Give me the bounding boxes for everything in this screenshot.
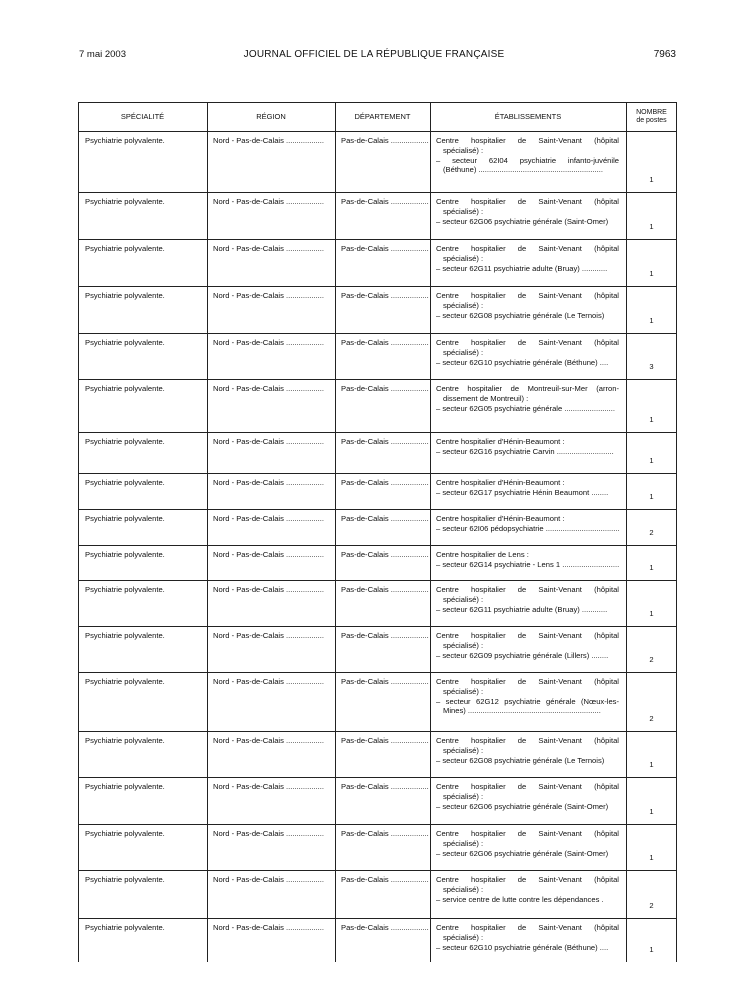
region-cell: Nord - Pas-de-Calais .................. — [213, 291, 324, 300]
region-cell: Nord - Pas-de-Calais .................. — [213, 437, 324, 446]
specialite-cell: Psychiatrie polyvalente. — [85, 550, 165, 559]
column-header-specialite: SPÉCIALITÉ — [120, 111, 165, 121]
etablissement-cell — [436, 782, 619, 811]
etablissement-line: – secteur 62G06 psychiatrie générale (Saint-Omer) — [436, 216, 609, 226]
etablissement-cell — [436, 829, 619, 858]
nombre-cell: 1 — [649, 609, 654, 619]
departement-cell: Pas-de-Calais .................. — [341, 923, 429, 932]
specialite-cell: Psychiatrie polyvalente. — [85, 478, 165, 487]
specialite-cell: Psychiatrie polyvalente. — [85, 514, 165, 523]
specialite-cell: Psychiatrie polyvalente. — [85, 136, 165, 145]
departement-cell: Pas-de-Calais .................. — [341, 338, 429, 347]
etablissement-line: spécialisé) : — [443, 686, 484, 696]
column-header-nombre: NOMBRE de postes — [636, 108, 667, 124]
etablissement-line: – secteur 62G17 psychiatrie Hénin Beaumont ........ — [436, 487, 609, 497]
table-row — [78, 192, 677, 239]
etablissement-line: Centre hospitalier de Saint-Venant (hôpital — [436, 585, 619, 594]
departement-cell: Pas-de-Calais .................. — [341, 677, 429, 686]
nombre-cell: 1 — [649, 807, 654, 817]
region-cell: Nord - Pas-de-Calais .................. — [213, 384, 324, 393]
specialite-cell: Psychiatrie polyvalente. — [85, 829, 165, 838]
etablissement-cell — [436, 736, 619, 765]
etablissement-line: spécialisé) : — [443, 347, 484, 357]
etablissement-line: spécialisé) : — [443, 932, 484, 942]
table-row — [78, 777, 677, 824]
departement-cell: Pas-de-Calais .................. — [341, 197, 429, 206]
table-row — [78, 432, 677, 473]
specialite-cell: Psychiatrie polyvalente. — [85, 631, 165, 640]
etablissement-cell — [436, 437, 619, 457]
etablissement-line: Centre hospitalier de Montreuil-sur-Mer (arron- — [436, 384, 619, 393]
etablissement-line: – secteur 62G06 psychiatrie générale (Saint-Omer) — [436, 848, 609, 858]
departement-cell: Pas-de-Calais .................. — [341, 782, 429, 791]
specialite-cell: Psychiatrie polyvalente. — [85, 437, 165, 446]
etablissement-line: – secteur 62G12 psychiatrie générale (Nœux-les- — [436, 696, 619, 706]
etablissement-line: – secteur 62G16 psychiatrie Carvin ........................... — [436, 446, 614, 456]
nombre-cell: 1 — [649, 456, 654, 466]
departement-cell: Pas-de-Calais .................. — [341, 550, 429, 559]
table-row — [78, 824, 677, 870]
postes-table — [78, 102, 677, 962]
departement-cell: Pas-de-Calais .................. — [341, 384, 429, 393]
etablissement-line: – secteur 62G11 psychiatrie adulte (Bruay) ............ — [436, 263, 608, 273]
departement-cell: Pas-de-Calais .................. — [341, 514, 429, 523]
region-cell: Nord - Pas-de-Calais .................. — [213, 550, 324, 559]
etablissement-line: – secteur 62I06 pédopsychiatrie ................................... — [436, 523, 620, 533]
nombre-cell: 3 — [649, 362, 654, 372]
etablissement-cell — [436, 677, 619, 716]
specialite-cell: Psychiatrie polyvalente. — [85, 782, 165, 791]
region-cell: Nord - Pas-de-Calais .................. — [213, 585, 324, 594]
nombre-cell: 1 — [649, 760, 654, 770]
specialite-cell: Psychiatrie polyvalente. — [85, 736, 165, 745]
header-page-number: 7963 — [653, 49, 676, 60]
etablissement-cell — [436, 514, 619, 534]
specialite-cell: Psychiatrie polyvalente. — [85, 244, 165, 253]
nombre-cell: 1 — [649, 853, 654, 863]
departement-cell: Pas-de-Calais .................. — [341, 478, 429, 487]
etablissement-line: spécialisé) : — [443, 253, 484, 263]
region-cell: Nord - Pas-de-Calais .................. — [213, 875, 324, 884]
region-cell: Nord - Pas-de-Calais .................. — [213, 677, 324, 686]
table-row — [78, 672, 677, 731]
nombre-cell: 1 — [649, 175, 654, 185]
etablissement-line: – secteur 62G05 psychiatrie générale ........................ — [436, 403, 615, 413]
etablissement-line: (Béthune) ........................................................... — [443, 165, 603, 175]
table-row — [78, 918, 677, 962]
etablissement-cell — [436, 585, 619, 614]
nombre-cell: 1 — [649, 415, 654, 425]
specialite-cell: Psychiatrie polyvalente. — [85, 338, 165, 347]
departement-cell: Pas-de-Calais .................. — [341, 437, 429, 446]
departement-cell: Pas-de-Calais .................. — [341, 244, 429, 253]
etablissement-line: Centre hospitalier de Saint-Venant (hôpital — [436, 782, 619, 791]
nombre-cell: 1 — [649, 269, 654, 279]
etablissement-line: dissement de Montreuil) : — [443, 393, 529, 403]
column-header-etablissements: ÉTABLISSEMENTS — [494, 111, 562, 121]
etablissement-line: spécialisé) : — [443, 745, 484, 755]
etablissement-line: spécialisé) : — [443, 594, 484, 604]
region-cell: Nord - Pas-de-Calais .................. — [213, 923, 324, 932]
etablissement-line: Centre hospitalier d'Hénin-Beaumont : — [436, 478, 565, 487]
departement-cell: Pas-de-Calais .................. — [341, 136, 429, 145]
etablissement-line: Mines) ............................................................... — [443, 706, 601, 716]
etablissement-line: – secteur 62G11 psychiatrie adulte (Bruay) ............ — [436, 604, 608, 614]
departement-cell: Pas-de-Calais .................. — [341, 736, 429, 745]
etablissement-line: – secteur 62G08 psychiatrie générale (Le Ternois) — [436, 755, 605, 765]
etablissement-line: Centre hospitalier d'Hénin-Beaumont : — [436, 514, 565, 523]
etablissement-cell — [436, 923, 619, 952]
table-rule — [78, 102, 677, 103]
region-cell: Nord - Pas-de-Calais .................. — [213, 782, 324, 791]
nombre-cell: 1 — [649, 492, 654, 502]
region-cell: Nord - Pas-de-Calais .................. — [213, 736, 324, 745]
etablissement-line: – secteur 62G10 psychiatrie générale (Béthune) .... — [436, 942, 609, 952]
nombre-cell: 2 — [649, 528, 654, 538]
etablissement-line: spécialisé) : — [443, 206, 484, 216]
region-cell: Nord - Pas-de-Calais .................. — [213, 338, 324, 347]
region-cell: Nord - Pas-de-Calais .................. — [213, 197, 324, 206]
etablissement-cell — [436, 631, 619, 660]
column-header-region: RÉGION — [256, 111, 286, 121]
etablissement-line: – secteur 62G08 psychiatrie générale (Le Ternois) — [436, 310, 605, 320]
etablissement-line: Centre hospitalier de Saint-Venant (hôpital — [436, 631, 619, 640]
etablissement-line: Centre hospitalier de Saint-Venant (hôpital — [436, 136, 619, 145]
departement-cell: Pas-de-Calais .................. — [341, 291, 429, 300]
etablissement-cell — [436, 338, 619, 367]
header-date: 7 mai 2003 — [79, 49, 127, 60]
region-cell: Nord - Pas-de-Calais .................. — [213, 829, 324, 838]
nombre-cell: 1 — [649, 316, 654, 326]
etablissement-cell — [436, 550, 619, 570]
table-row — [78, 870, 677, 918]
specialite-cell: Psychiatrie polyvalente. — [85, 197, 165, 206]
etablissement-line: Centre hospitalier de Saint-Venant (hôpital — [436, 197, 619, 206]
specialite-cell: Psychiatrie polyvalente. — [85, 291, 165, 300]
nombre-cell: 1 — [649, 222, 654, 232]
etablissement-line: spécialisé) : — [443, 300, 484, 310]
etablissement-line: Centre hospitalier de Saint-Venant (hôpital — [436, 244, 619, 253]
table-row — [78, 379, 677, 432]
table-row — [78, 286, 677, 333]
region-cell: Nord - Pas-de-Calais .................. — [213, 136, 324, 145]
etablissement-line: Centre hospitalier de Saint-Venant (hôpital — [436, 829, 619, 838]
header-journal-title: JOURNAL OFFICIEL DE LA RÉPUBLIQUE FRANÇAISE — [243, 49, 505, 60]
table-row — [78, 545, 677, 580]
etablissement-cell — [436, 384, 619, 413]
region-cell: Nord - Pas-de-Calais .................. — [213, 244, 324, 253]
specialite-cell: Psychiatrie polyvalente. — [85, 384, 165, 393]
etablissement-cell — [436, 875, 619, 904]
etablissement-cell — [436, 197, 619, 226]
nombre-cell: 1 — [649, 945, 654, 955]
departement-cell: Pas-de-Calais .................. — [341, 829, 429, 838]
etablissement-line: spécialisé) : — [443, 838, 484, 848]
etablissement-line: – secteur 62G06 psychiatrie générale (Saint-Omer) — [436, 801, 609, 811]
departement-cell: Pas-de-Calais .................. — [341, 631, 429, 640]
etablissement-line: Centre hospitalier de Saint-Venant (hôpital — [436, 923, 619, 932]
etablissement-line: Centre hospitalier d'Hénin-Beaumont : — [436, 437, 565, 446]
etablissement-line: spécialisé) : — [443, 640, 484, 650]
departement-cell: Pas-de-Calais .................. — [341, 875, 429, 884]
nombre-cell: 2 — [649, 714, 654, 724]
etablissement-line: Centre hospitalier de Saint-Venant (hôpital — [436, 677, 619, 686]
nombre-cell: 2 — [649, 655, 654, 665]
etablissement-cell — [436, 244, 619, 273]
etablissement-line: spécialisé) : — [443, 791, 484, 801]
nombre-cell: 1 — [649, 563, 654, 573]
etablissement-line: – secteur 62G09 psychiatrie générale (Lillers) ........ — [436, 650, 609, 660]
etablissement-line: – service centre de lutte contre les dépendances . — [436, 894, 604, 904]
etablissement-cell — [436, 478, 619, 498]
table-row — [78, 509, 677, 545]
table-row — [78, 131, 677, 192]
table-row — [78, 731, 677, 777]
specialite-cell: Psychiatrie polyvalente. — [85, 677, 165, 686]
column-header-departement: DÉPARTEMENT — [354, 111, 411, 121]
etablissement-line: spécialisé) : — [443, 884, 484, 894]
region-cell: Nord - Pas-de-Calais .................. — [213, 514, 324, 523]
etablissement-line: Centre hospitalier de Lens : — [436, 550, 529, 559]
specialite-cell: Psychiatrie polyvalente. — [85, 585, 165, 594]
table-row — [78, 626, 677, 672]
departement-cell: Pas-de-Calais .................. — [341, 585, 429, 594]
etablissement-line: spécialisé) : — [443, 145, 484, 155]
etablissement-line: – secteur 62I04 psychiatrie infanto-juvénile — [436, 155, 619, 165]
specialite-cell: Psychiatrie polyvalente. — [85, 875, 165, 884]
etablissement-line: Centre hospitalier de Saint-Venant (hôpital — [436, 338, 619, 347]
table-row — [78, 239, 677, 286]
etablissement-line: Centre hospitalier de Saint-Venant (hôpital — [436, 875, 619, 884]
region-cell: Nord - Pas-de-Calais .................. — [213, 631, 324, 640]
etablissement-line: Centre hospitalier de Saint-Venant (hôpital — [436, 291, 619, 300]
etablissement-line: – secteur 62G10 psychiatrie générale (Béthune) .... — [436, 357, 609, 367]
region-cell: Nord - Pas-de-Calais .................. — [213, 478, 324, 487]
etablissement-cell — [436, 136, 619, 175]
table-row — [78, 473, 677, 509]
table-row — [78, 580, 677, 626]
nombre-cell: 2 — [649, 901, 654, 911]
table-row — [78, 333, 677, 379]
specialite-cell: Psychiatrie polyvalente. — [85, 923, 165, 932]
etablissement-line: Centre hospitalier de Saint-Venant (hôpital — [436, 736, 619, 745]
etablissement-cell — [436, 291, 619, 320]
etablissement-line: – secteur 62G14 psychiatrie - Lens 1 ........................... — [436, 559, 620, 569]
